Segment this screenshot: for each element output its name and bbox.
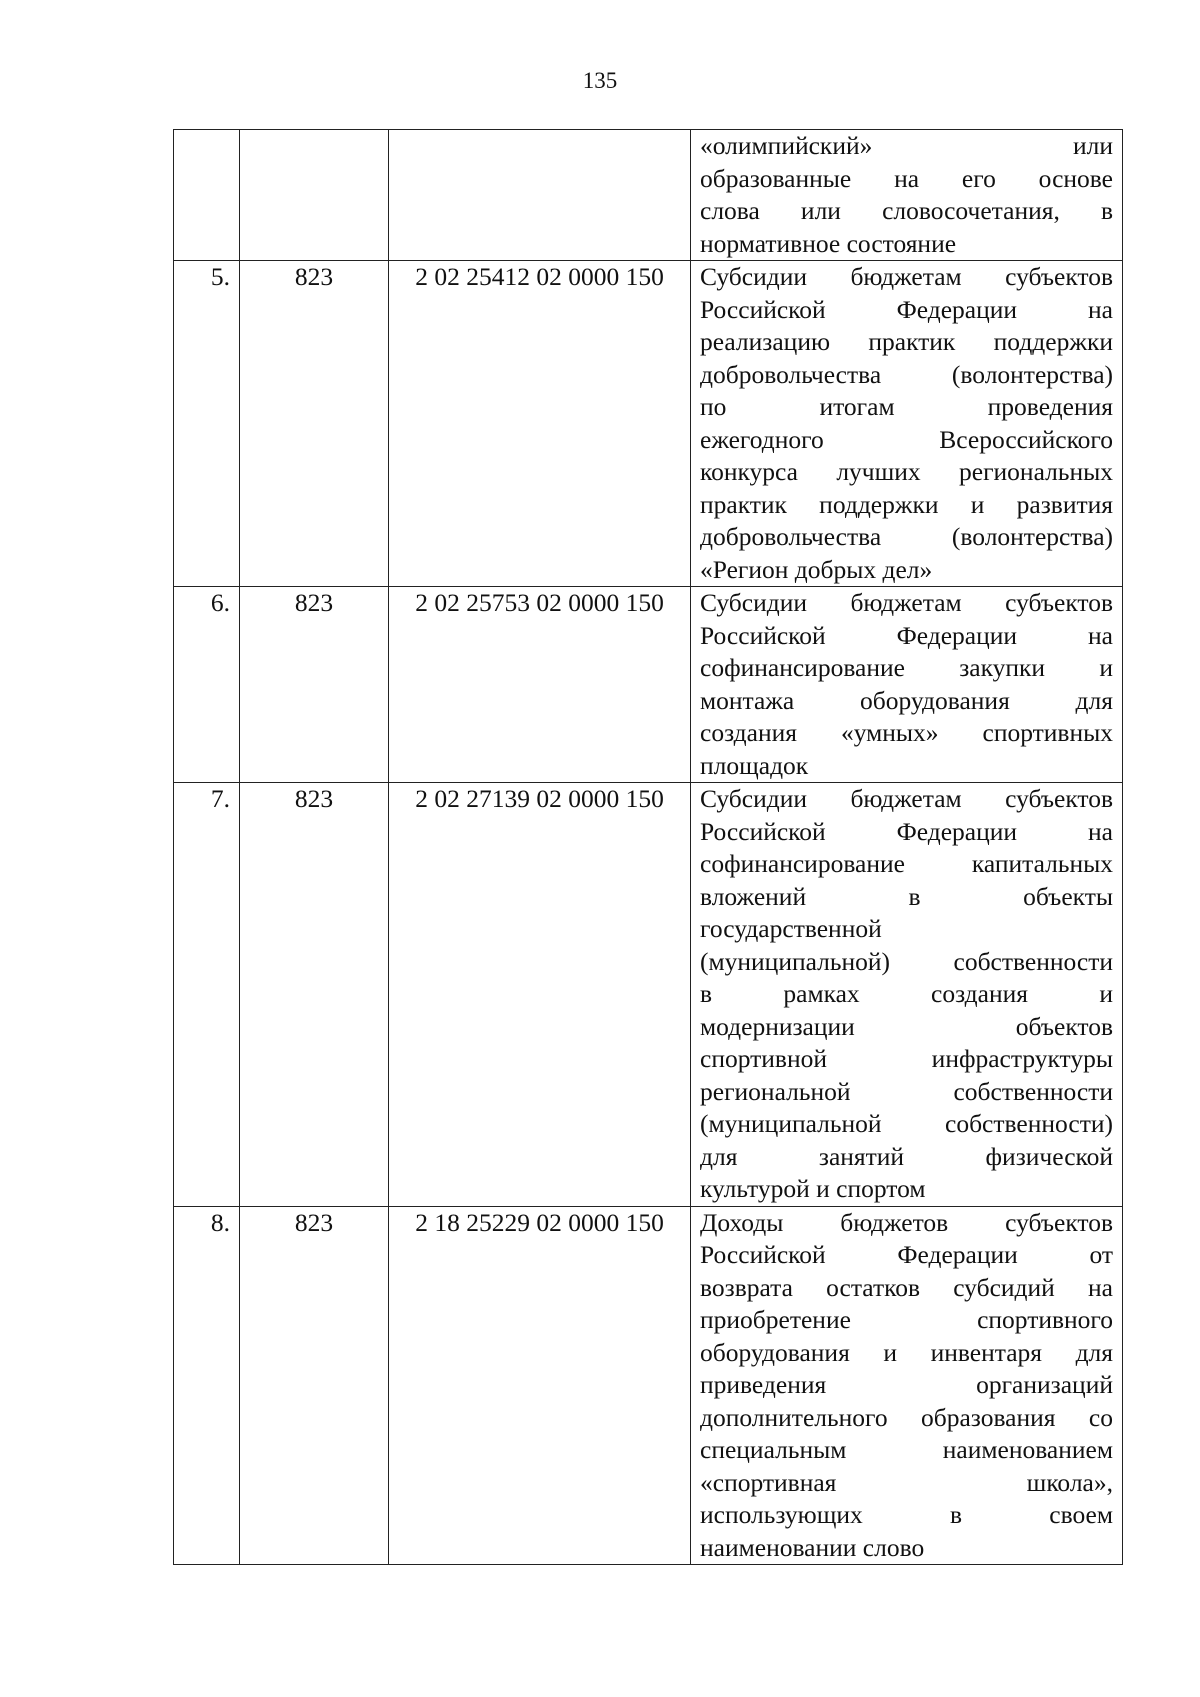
- admin-code-cell: [240, 130, 389, 261]
- description-line: (муниципальной собственности): [700, 1109, 1113, 1138]
- description-line: оборудования и инвентаря для: [700, 1337, 1113, 1367]
- description-line: использующих в своем: [700, 1500, 1113, 1529]
- description-line: вложений в объекты: [700, 881, 1113, 911]
- budget-code-cell: 2 02 27139 02 0000 150: [389, 783, 691, 1207]
- description-line: «олимпийский» или: [700, 131, 1113, 160]
- description-line: софинансирование капитальных: [700, 849, 1113, 878]
- description-line: монтажа оборудования для: [700, 685, 1113, 715]
- description-line: Субсидии бюджетам субъектов: [700, 262, 1113, 291]
- description-line: региональной собственности: [700, 1076, 1113, 1106]
- description-line: Российской Федерации на: [700, 294, 1113, 324]
- description-line: культурой и спортом: [700, 1174, 926, 1203]
- row-number-cell: 8.: [174, 1206, 240, 1565]
- table-row: [174, 587, 1123, 783]
- description-line: государственной: [700, 914, 882, 943]
- description-line: создания «умных» спортивных: [700, 718, 1113, 747]
- income-description-cell: [691, 1206, 1123, 1565]
- description-line: ежегодного Всероссийского: [700, 424, 1113, 454]
- income-description-cell: [691, 587, 1123, 783]
- description-line: практик поддержки и развития: [700, 489, 1113, 519]
- income-description-cell: [691, 783, 1123, 1207]
- table-row: [174, 130, 1123, 261]
- description-line: «спортивная школа»,: [700, 1467, 1113, 1497]
- description-line: модернизации объектов: [700, 1011, 1113, 1041]
- row-number-cell: 7.: [174, 783, 240, 1207]
- description-line: Доходы бюджетов субъектов: [700, 1207, 1113, 1237]
- admin-code-cell: 823: [240, 587, 389, 783]
- income-description-cell: [691, 130, 1123, 261]
- income-description-cell: [691, 261, 1123, 587]
- table-row: [174, 783, 1123, 1207]
- description-line: конкурса лучших региональных: [700, 457, 1113, 486]
- description-line: добровольчества (волонтерства): [700, 359, 1113, 389]
- description-line: возврата остатков субсидий на: [700, 1272, 1113, 1302]
- budget-code-cell: 2 18 25229 02 0000 150: [389, 1206, 691, 1565]
- row-number-cell: [174, 130, 240, 261]
- description-line: дополнительного образования со: [700, 1402, 1113, 1432]
- admin-code-cell: 823: [240, 783, 389, 1207]
- budget-code-table: [173, 129, 1123, 1565]
- description-line: в рамках создания и: [700, 979, 1113, 1008]
- page-number: 135: [582, 68, 618, 93]
- description-line: спортивной инфраструктуры: [700, 1044, 1113, 1073]
- description-line: по итогам проведения: [700, 392, 1113, 421]
- admin-code-cell: 823: [240, 261, 389, 587]
- table-body: [174, 130, 1123, 1565]
- description-line: (муниципальной) собственности: [700, 946, 1113, 976]
- description-line: слова или словосочетания, в: [700, 196, 1113, 225]
- description-line: «Регион добрых дел»: [700, 554, 933, 584]
- description-line: нормативное состояние: [700, 228, 957, 258]
- description-line: Субсидии бюджетам субъектов: [700, 784, 1113, 813]
- description-line: приобретение спортивного: [700, 1305, 1113, 1334]
- description-line: для занятий физической: [700, 1141, 1113, 1171]
- description-line: приведения организаций: [700, 1370, 1113, 1399]
- description-line: Российской Федерации на: [700, 620, 1113, 650]
- description-line: наименовании слово: [700, 1532, 925, 1562]
- description-line: добровольчества (волонтерства): [700, 522, 1113, 551]
- admin-code-cell: 823: [240, 1206, 389, 1565]
- description-line: софинансирование закупки и: [700, 653, 1113, 682]
- table-row: [174, 261, 1123, 587]
- description-line: площадок: [700, 750, 809, 780]
- description-line: реализацию практик поддержки: [700, 327, 1113, 356]
- budget-code-cell: [389, 130, 691, 261]
- description-line: Субсидии бюджетам субъектов: [700, 588, 1113, 617]
- description-line: образованные на его основе: [700, 163, 1113, 193]
- description-line: Российской Федерации на: [700, 816, 1113, 846]
- row-number-cell: 6.: [174, 587, 240, 783]
- budget-code-cell: 2 02 25753 02 0000 150: [389, 587, 691, 783]
- description-line: Российской Федерации от: [700, 1240, 1113, 1269]
- description-line: специальным наименованием: [700, 1435, 1113, 1464]
- table-row: [174, 1206, 1123, 1565]
- budget-code-cell: 2 02 25412 02 0000 150: [389, 261, 691, 587]
- row-number-cell: 5.: [174, 261, 240, 587]
